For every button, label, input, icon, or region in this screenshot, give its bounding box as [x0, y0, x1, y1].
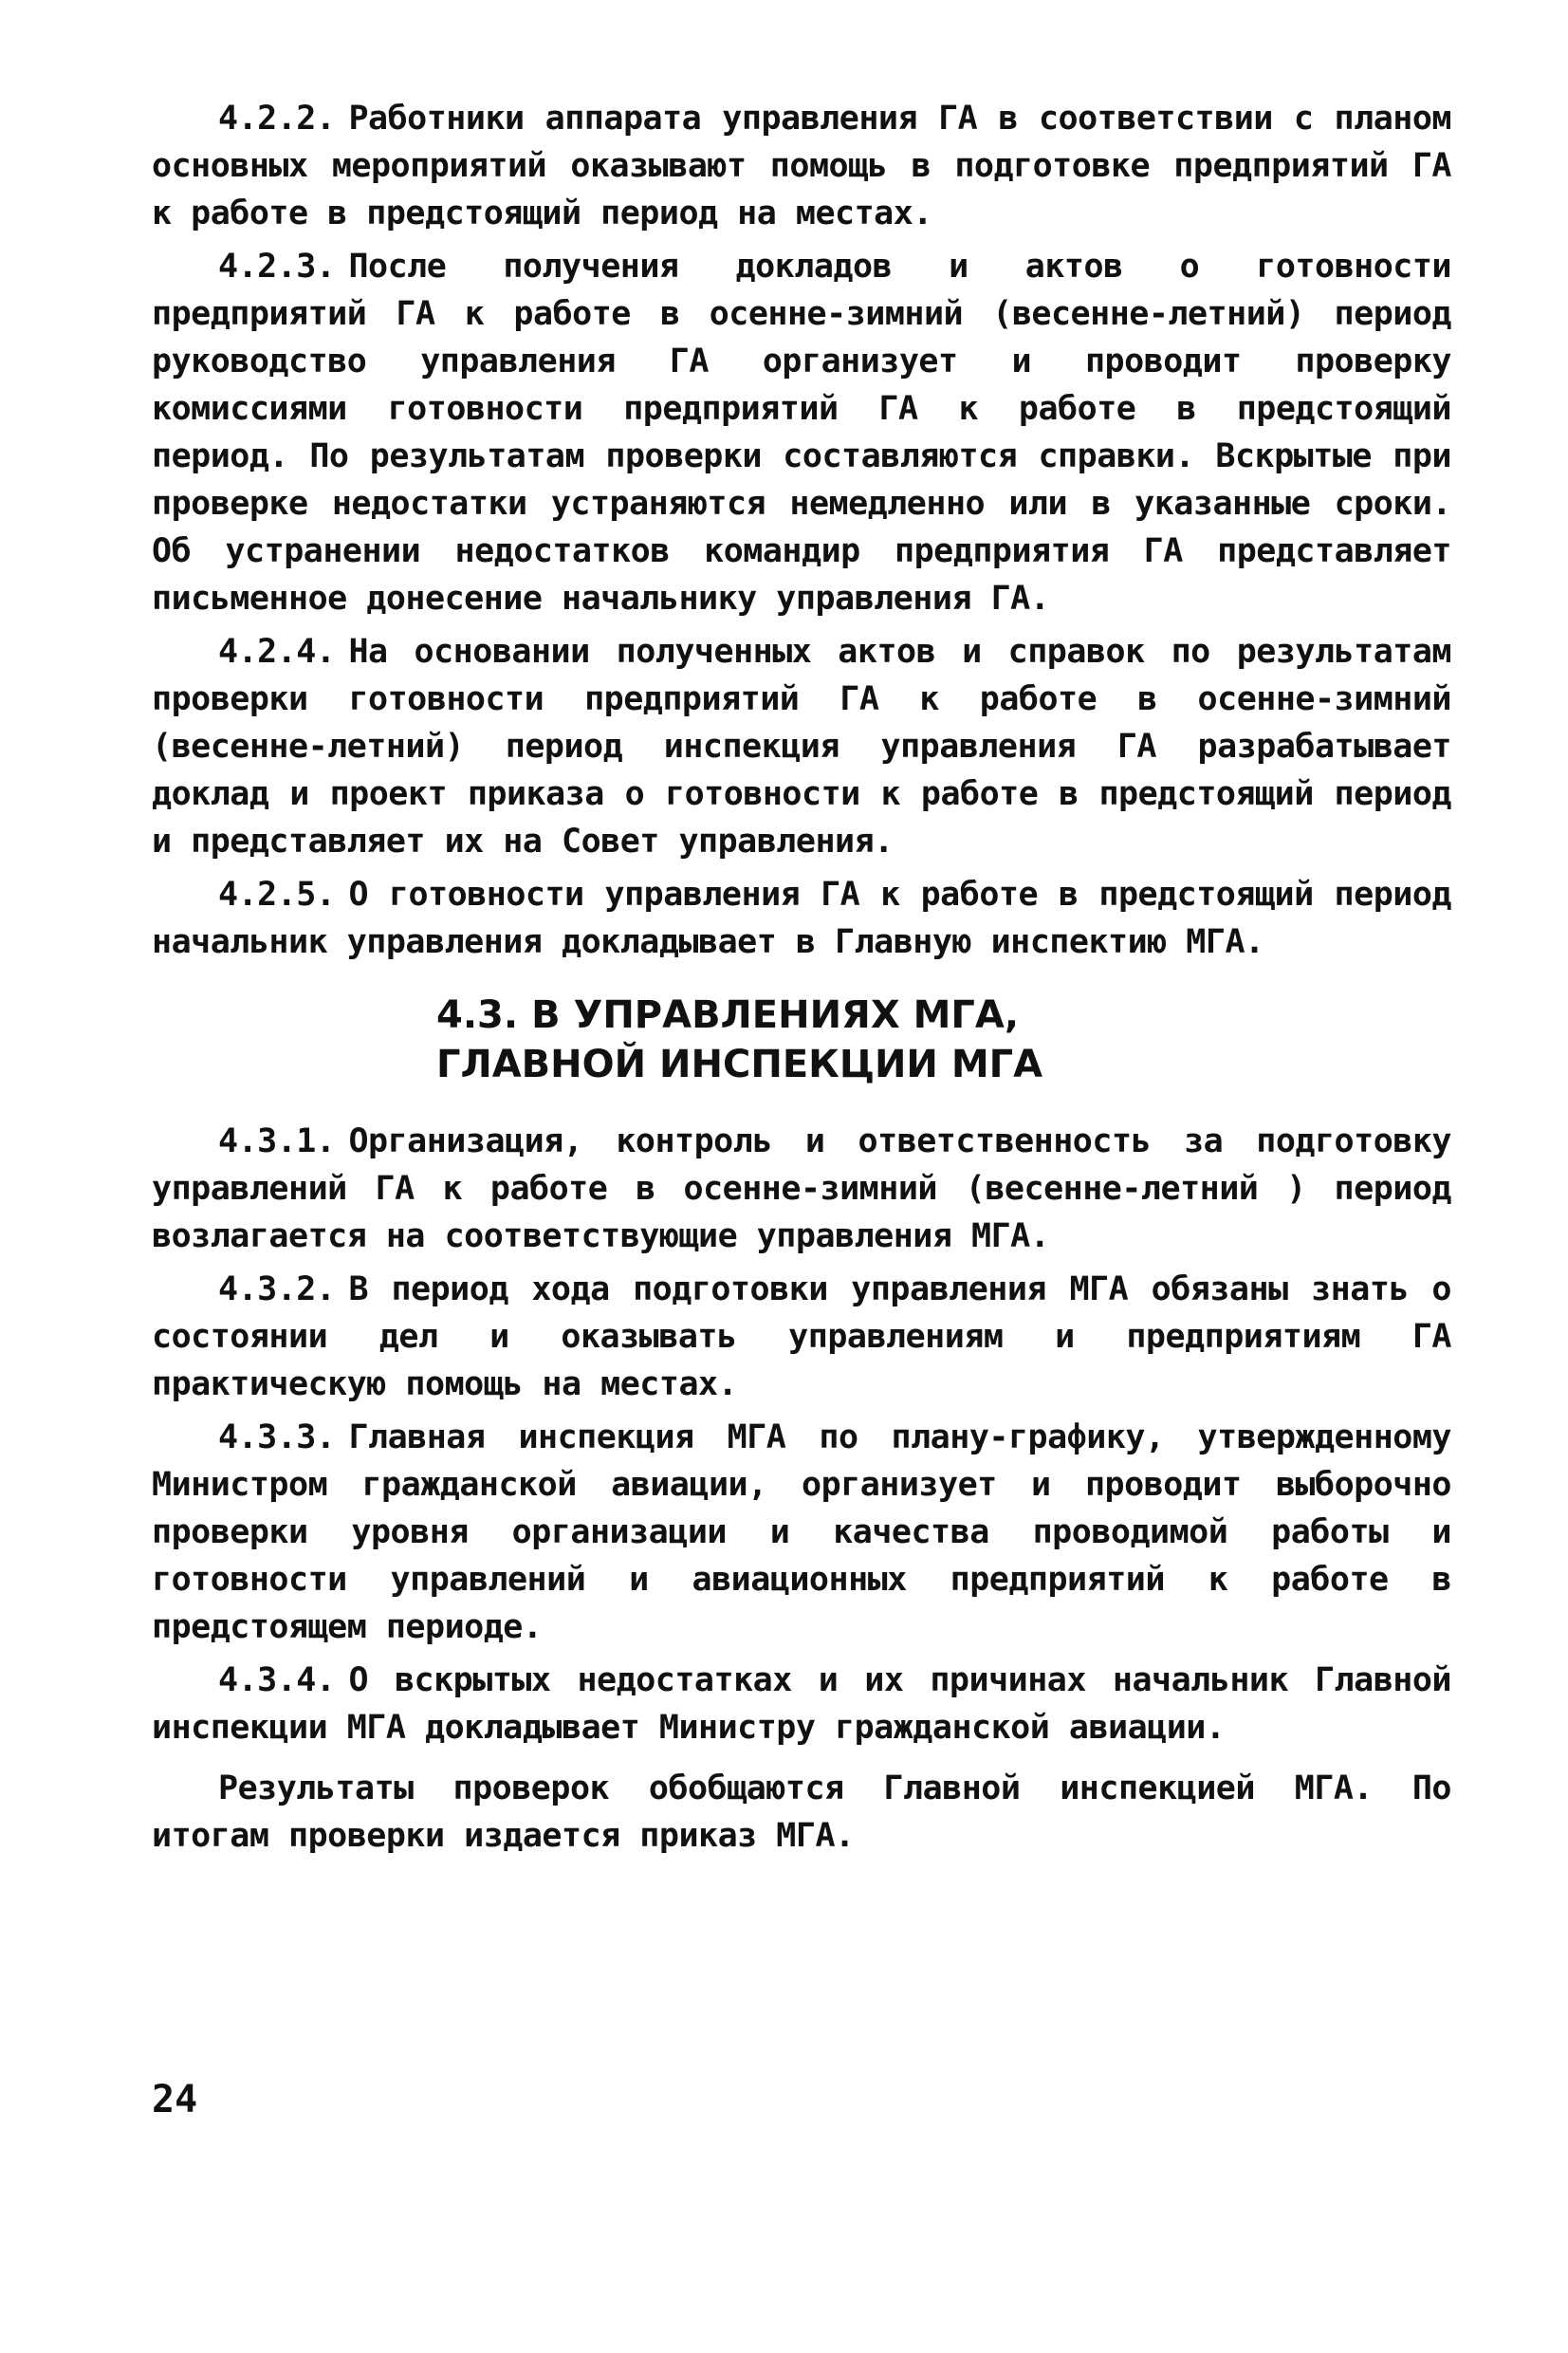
section-number: 4.3. [436, 993, 519, 1037]
paragraph-number: 4.3.3. [218, 1418, 336, 1456]
closing-paragraph: Результаты проверок обобщаются Главной инспекцией МГА. По итогам проверки издается приказ МГА. [152, 1769, 1451, 1855]
paragraph-text: Работники аппарата управления ГА в соответствии с планом основных мероприятий оказывают помощь в подготовке предприятий ГА к работе в предстоящий период на местах. [152, 100, 1451, 232]
paragraph-4-3-3 [152, 1414, 1451, 1651]
paragraph-text: После получения докладов и актов о готовности предприятий ГА к работе в осенне-зимний (весенне-летний) период руководство управления ГА организует и проводит проверку комиссиями готовности предприятий ГА к работе в предстоящий период. По результатам проверки составляются справки. Вскрытые при проверке недостатки устраняются немедленно или в указанные сроки. Об устранении недостатков командир предприятия ГА представляет письменное донесение начальнику управления ГА. [152, 248, 1451, 618]
paragraph-number: 4.2.3. [218, 248, 336, 286]
paragraph-text: В период хода подготовки управления МГА обязаны знать о состоянии дел и оказывать управлениям и предприятиям ГА практическую помощь на местах. [152, 1270, 1451, 1403]
paragraph-4-3-1 [152, 1118, 1451, 1260]
paragraph-4-3-4 [152, 1657, 1451, 1751]
page-number: 24 [152, 2078, 198, 2121]
document-page [152, 95, 1451, 1865]
paragraph-4-3-2 [152, 1266, 1451, 1408]
paragraph-number: 4.2.5. [218, 876, 336, 914]
section-heading-4-3 [152, 991, 1100, 1089]
paragraph-text: О готовности управления ГА к работе в предстоящий период начальник управления докладывает в Главную инспектию МГА. [152, 876, 1451, 961]
paragraph-number: 4.3.2. [218, 1270, 336, 1308]
section-title: В УПРАВЛЕНИЯХ МГА, ГЛАВНОЙ ИНСПЕКЦИИ МГА [436, 993, 1043, 1086]
paragraph-number: 4.3.1. [218, 1122, 336, 1160]
paragraph-4-2-3 [152, 243, 1451, 622]
paragraph-text: Главная инспекция МГА по плану-графику, утвержденному Министром гражданской авиации, организует и проводит выборочно проверки уровня организации и качества проводимой работы и готовности управлений и авиационных предприятий к работе в предстоящем периоде. [152, 1418, 1451, 1646]
paragraph-number: 4.2.4. [218, 633, 336, 671]
paragraph-text: О вскрытых недостатках и их причинах начальник Главной инспекции МГА докладывает Министру гражданской авиации. [152, 1661, 1451, 1747]
paragraph-4-2-5 [152, 871, 1451, 966]
paragraph-4-2-2 [152, 95, 1451, 237]
paragraph-4-2-4 [152, 628, 1451, 865]
paragraph-text: Организация, контроль и ответственность за подготовку управлений ГА к работе в осенне-зимний (весенне-летний ) период возлагается на соответствующие управления МГА. [152, 1122, 1451, 1255]
paragraph-number: 4.2.2. [218, 100, 336, 138]
paragraph-text: На основании полученных актов и справок по результатам проверки готовности предприятий ГА к работе в осенне-зимний (весенне-летний) период инспекция управления ГА разрабатывает доклад и проект приказа о готовности к работе в предстоящий период и представляет их на Совет управления. [152, 633, 1451, 861]
paragraph-number: 4.3.4. [218, 1661, 336, 1699]
